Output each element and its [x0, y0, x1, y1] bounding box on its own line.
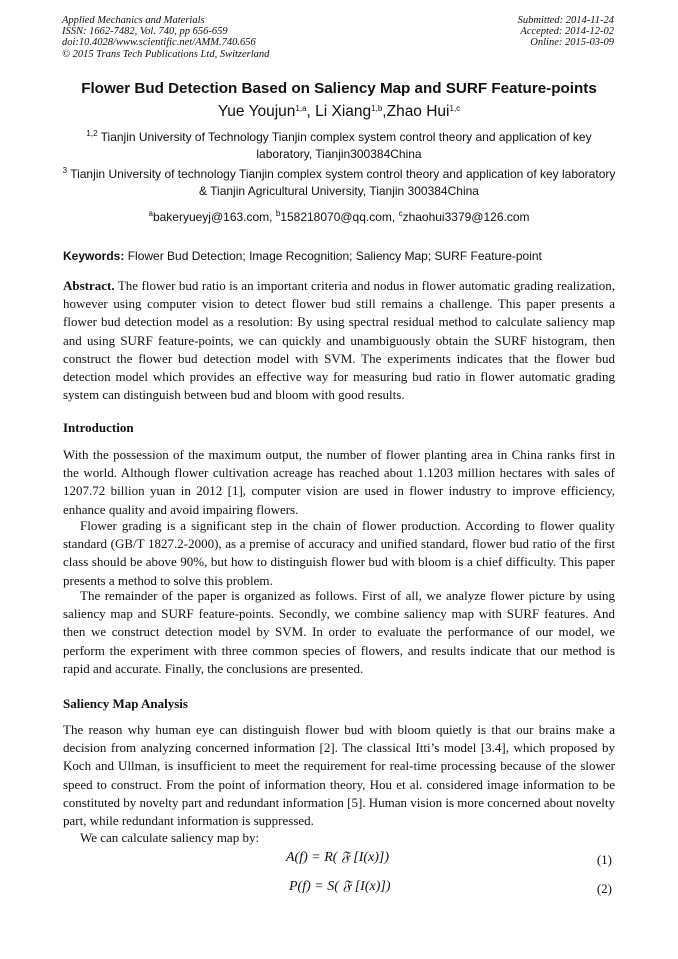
- author-2: , Li Xiang: [306, 103, 372, 120]
- author-1: Yue Youjun: [217, 103, 296, 120]
- paper-title: Flower Bud Detection Based on Saliency Map and SURF Feature-points: [81, 80, 597, 97]
- equation-1-number: (1): [596, 852, 612, 867]
- saliency-heading: Saliency Map Analysis: [63, 696, 188, 711]
- affiliation-1: $^{1,2}$ Tianjin University of Technology Tianjin complex system control theory and application of key laboratory, Tianjin300384China: [86, 129, 592, 161]
- abstract-label: Abstract.: [63, 278, 115, 293]
- abstract-text: The flower bud ratio is an important criteria and nodus in flower automatic grading realization, however using computer vision to detect flower bud still remains a challenge. This paper presents a flower bud detection model as a resolution: By using spectral residual method to calculate saliency map and using SURF feature-points, we can quickly and unambiguously obtain the SURF histogram, then construct the flower bud detection model with SVM. The experiments indicates that the flower bud detection model which provides an effective way for measuring bud ratio in flower automatic grading system can distinguish between bud and bloom with good results.: [63, 278, 615, 403]
- keywords-label: Keywords:: [63, 249, 125, 263]
- keywords: [63, 249, 616, 263]
- introduction-paragraph-3: The remainder of the paper is organized as follows. First of all, we analyze flower picture by using saliency map and SURF feature-points. Secondly, we combine saliency map with SURF features. And then we construct detection model by SVM. In order to evaluate the performance of our model, we perform the experiment with three common species of flowers, and results indicate that our method is rapid and accurate. Finally, the conclusions are presented.: [63, 588, 615, 676]
- journal-issn: ISSN: 1662-7482, Vol. 740, pp 656-659: [62, 26, 228, 38]
- author-3: ,Zhao Hui: [382, 103, 450, 120]
- email-a: bakeryueyj@163.com,: [152, 210, 276, 224]
- affiliation-2: $^3$ Tianjin University of technology Tianjin complex system control theory and application of key laboratory & Tianjin Agricultural University, Tianjin 300384China: [62, 166, 616, 198]
- journal-doi: doi:10.4028/www.scientific.net/AMM.740.656: [62, 37, 256, 49]
- saliency-paragraph-1: The reason why human eye can distinguish flower bud with bloom quietly is that our brains make a decision from analyzing concerned information [2]. The classical Itti’s model [3.4], which proposed by Koch and Ullman, is insufficient to meet the requirement for real-time processing because of the slower speed to construct. From the point of information theory, Hou et al. considered image information to be constituted by novelty part and redundant information [5]. Human vision is more concerned about novelty part, while redundant information is suppressed.: [63, 722, 616, 829]
- introduction-paragraph-1: With the possession of the maximum output, the number of flower planting area in China ranks first in the world. Although flower cultivation acreage has reached about 1.1203 million hectares with sales of 1207.72 billion yuan in 2012 [1], computer vision are used in flower industry to improve efficiency, enhance quality and avoid impairing flowers.: [63, 447, 615, 517]
- journal-name: Applied Mechanics and Materials: [62, 15, 205, 26]
- equation-1: A(f) = R( 𝔉 [I(x)]): [286, 850, 390, 865]
- email-c: zhaohui3379@126.com: [402, 210, 530, 224]
- introduction-paragraph-2: Flower grading is a significant step in the chain of flower production. According to flower quality standard (GB/T 1827.2-2000), as a premise of accuracy and unified standard, flower bud ratio of the first class should be above 90%, but how to distinguish flower bud with bloom is a chief difficulty. This paper presents a method to solve this problem.: [63, 518, 615, 588]
- email-b: 158218070@qq.com,: [280, 210, 399, 224]
- equation-2-number: (2): [596, 881, 612, 896]
- dates-info: [518, 15, 614, 49]
- journal-copyright: © 2015 Trans Tech Publications Ltd, Switzerland: [62, 48, 270, 60]
- abstract: [63, 277, 615, 404]
- saliency-paragraph-2: We can calculate saliency map by:: [80, 830, 260, 845]
- date-submitted: Submitted: 2014-11-24: [517, 15, 614, 26]
- journal-info: [62, 15, 269, 60]
- equation-2: P(f) = S( 𝔉 [I(x)]): [289, 879, 391, 894]
- author-emails: $^a$bakeryueyj@163.com, $^b$158218070@qq.com, $^c$zhaohui3379@126.com: [148, 209, 530, 224]
- date-accepted: Accepted: 2014-12-02: [520, 26, 614, 38]
- author-list: Yue Youjun$^{1,a}$, Li Xiang$^{1,b}$,Zhao Hui$^{1,c}$: [217, 103, 461, 120]
- introduction-heading: Introduction: [63, 420, 134, 435]
- date-online: Online: 2015-03-09: [530, 37, 614, 49]
- keywords-text: Flower Bud Detection; Image Recognition; Saliency Map; SURF Feature-point: [124, 249, 542, 263]
